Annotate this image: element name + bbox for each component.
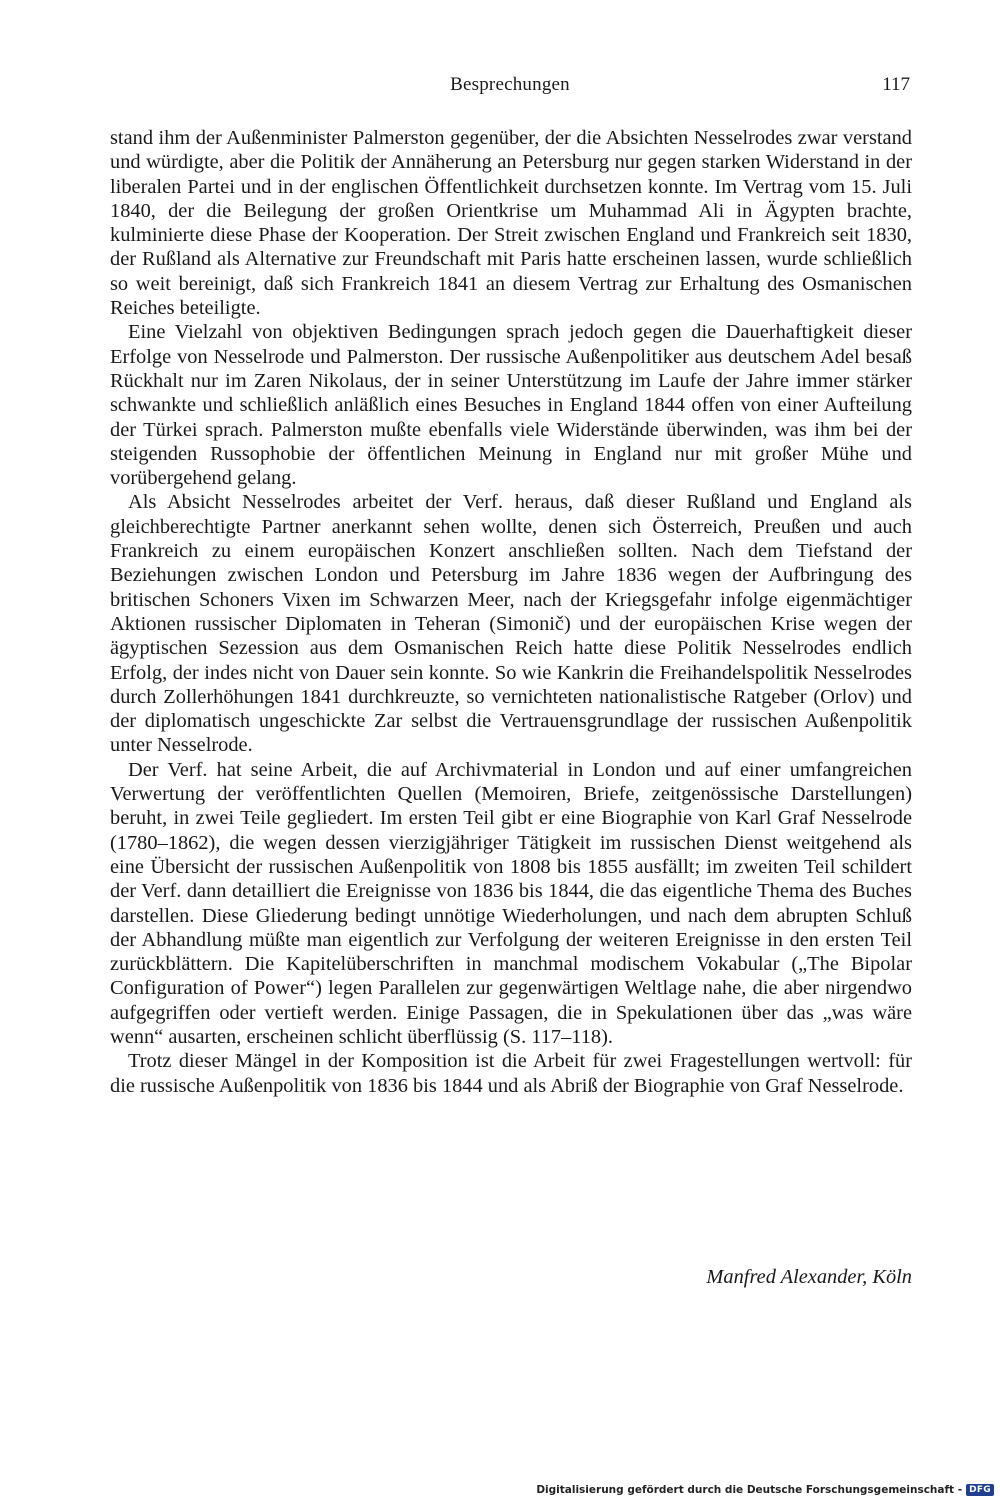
paragraph-5: Trotz dieser Mängel in der Komposition ist die Arbeit für zwei Fragestellungen wertvoll: für die russische Außenpolitik von 1836 bis 1844 und als Abriß der Biographie von Graf Nesselrode. — [110, 1050, 912, 1097]
page-number: 117 — [882, 74, 910, 95]
paragraph-4: Der Verf. hat seine Arbeit, die auf Archivmaterial in London und auf einer umfangreichen Verwertung der veröffentlichten Quellen (Memoiren, Briefe, zeitgenössische Darstellungen) beruht, in zwei Teile gegliedert. Im ersten Teil gibt er eine Biographie von Karl Graf Nesselrode (1780–1862), die wegen dessen vierzigjähriger Tätigkeit im russischen Dienst weitgehend als eine Übersicht der russischen Außenpolitik von 1808 bis 1855 ausfällt; im zweiten Teil schildert der Verf. dann detailliert die Ereignisse von 1836 bis 1844, die das eigentliche Thema des Buches darstellen. Diese Gliederung bedingt unnötige Wiederholungen, und nach dem abrupten Schluß der Abhandlung müßte man eigentlich zur Verfolgung der weiteren Ereignisse in den ersten Teil zurückblättern. Die Kapitelüberschriften in manchmal modischem Vokabular („The Bipolar Configuration of Power“) legen Parallelen zur gegenwärtigen Weltlage nahe, die aber nirgendwo aufgegriffen oder vertieft werden. Einige Passagen, die in Spekulationen über das „was wäre wenn“ ausarten, erscheinen schlicht überflüssig (S. 117–118). — [110, 758, 912, 1048]
digitization-notice-text: Digitalisierung gefördert durch die Deutsche Forschungsgemeinschaft - — [536, 1484, 963, 1496]
reviewer-signature: Manfred Alexander, Köln — [706, 1266, 912, 1288]
paragraph-2: Eine Vielzahl von objektiven Bedingungen sprach jedoch gegen die Dauerhaftigkeit dieser Erfolge von Nesselrode und Palmerston. Der russische Außenpolitiker aus deutschem Adel besaß Rückhalt nur im Zaren Nikolaus, der in seiner Unterstützung im Laufe der Jahre immer stärker schwankte und schließlich anläßlich eines Besuches in England 1844 offen von einer Aufteilung der Türkei sprach. Palmerston mußte ebenfalls viele Widerstände überwinden, was ihm bei der steigenden Russophobie der öffentlichen Meinung in England nur mit großer Mühe und vorübergehend gelang. — [110, 321, 912, 490]
dfg-logo-icon: DFG — [966, 1484, 994, 1496]
paragraph-3: Als Absicht Nesselrodes arbeitet der Verf. heraus, daß dieser Rußland und England als gleichberechtigte Partner anerkannt sehen wollte, denen sich Österreich, Preußen und auch Frankreich zu einem europäischen Konzert anschließen sollten. Nach dem Tiefstand der Beziehungen zwischen London und Petersburg im Jahre 1836 wegen der Aufbringung des britischen Schoners Vixen im Schwarzen Meer, nach der Kriegsgefahr infolge eigenmächtiger Aktionen russischer Diplomaten in Teheran (Simonič) und der europäischen Krise wegen der ägyptischen Sezession aus dem Osmanischen Reich hatte diese Politik Nesselrodes endlich Erfolg, der indes nicht von Dauer sein konnte. So wie Kankrin die Freihandelspolitik Nesselrodes durch Zollerhöhungen 1841 durchkreuzte, so vernichteten nationalistische Ratgeber (Orlov) und der diplomatisch ungeschickte Zar selbst die Vertrauensgrundlage der russischen Außenpolitik unter Nesselrode. — [110, 491, 912, 757]
review-body — [110, 126, 912, 1098]
digitization-notice — [536, 1484, 994, 1496]
paragraph-1: stand ihm der Außenminister Palmerston gegenüber, der die Absichten Nesselrodes zwar verstand und würdigte, aber die Politik der Annäherung an Petersburg nur gegen starken Widerstand in der liberalen Partei und in der englischen Öffentlichkeit durchsetzen konnte. Im Vertrag vom 15. Juli 1840, der die Beilegung der großen Orientkrise um Muhammad Ali in Ägypten brachte, kulminierte diese Phase der Kooperation. Der Streit zwischen England und Frankreich seit 1830, der Rußland als Alternative zur Freundschaft mit Paris hatte erscheinen lassen, wurde schließlich so weit bereinigt, daß sich Frankreich 1841 an diesem Vertrag zur Erhaltung des Osmanischen Reiches beteiligte. — [110, 127, 912, 320]
running-title: Besprechungen — [450, 74, 570, 95]
running-head — [110, 74, 910, 102]
